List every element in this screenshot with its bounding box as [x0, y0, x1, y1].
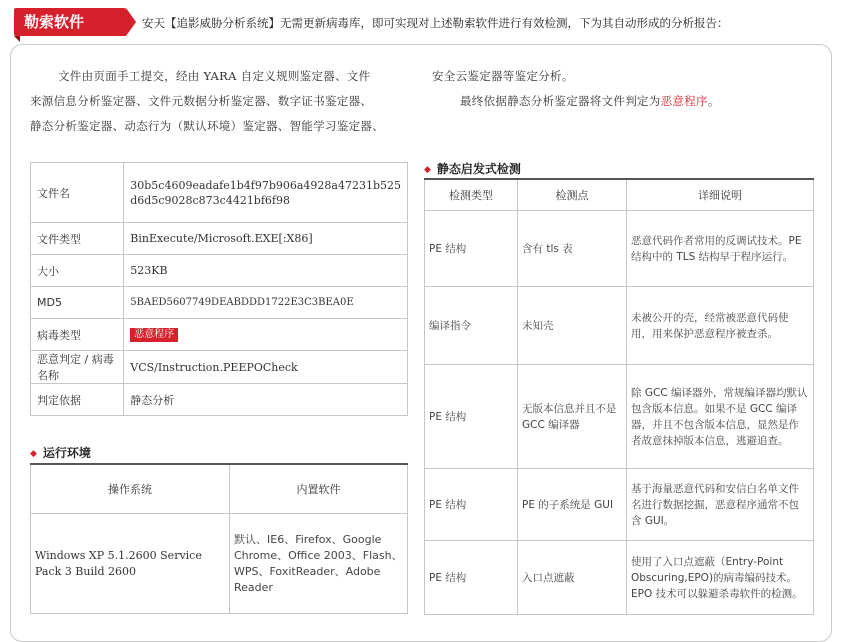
col-header-type: 检测类型 — [425, 179, 518, 211]
table-row — [31, 163, 408, 223]
col-header-os: 操作系统 — [31, 464, 230, 514]
table-row — [31, 319, 408, 351]
col-header-point: 检测点 — [518, 179, 627, 211]
os-value: Windows XP 5.1.2600 Service Pack 3 Build 2600 — [31, 514, 230, 614]
status-badge: 恶意程序 — [130, 328, 178, 342]
point-cell: 无版本信息并且不是 GCC 编译器 — [518, 365, 627, 469]
file-type-value: BinExecute/Microsoft.EXE[:X86] — [124, 223, 408, 255]
row-key: 判定依据 — [31, 384, 124, 416]
verdict-text: 恶意程序 — [660, 94, 708, 108]
detail-cell: 使用了入口点遮蔽（Entry-Point Obscuring,EPO)的病毒编码技术。EPO 技术可以躲避杀毒软件的检测。 — [627, 541, 814, 615]
heuristic-heading: ◆ 静态启发式检测 — [424, 162, 521, 176]
virus-type-cell — [124, 319, 408, 351]
runtime-heading: ◆ 运行环境 — [30, 446, 91, 460]
heuristic-table — [424, 178, 814, 615]
size-value: 523KB — [124, 255, 408, 287]
row-key: 文件名 — [31, 163, 124, 223]
table-row — [425, 287, 814, 365]
table-row — [31, 255, 408, 287]
table-row — [31, 287, 408, 319]
col-header-detail: 详细说明 — [627, 179, 814, 211]
intro-line-1-left: 文件由页面手工提交，经由 YARA 自定义规则鉴定器、文件 — [58, 69, 371, 83]
table-row — [31, 384, 408, 416]
table-row — [425, 469, 814, 541]
section-tag: 勒索软件 — [14, 8, 126, 36]
row-key: 病毒类型 — [31, 319, 124, 351]
table-header-row — [425, 179, 814, 211]
point-cell: 入口点遮蔽 — [518, 541, 627, 615]
basis-value: 静态分析 — [124, 384, 408, 416]
table-row — [31, 351, 408, 384]
type-cell: PE 结构 — [425, 211, 518, 287]
row-key: 大小 — [31, 255, 124, 287]
table-row — [425, 211, 814, 287]
software-value: 默认、IE6、Firefox、Google Chrome、Office 2003、Flash、WPS、FoxitReader、Adobe Reader — [230, 514, 408, 614]
col-header-software: 内置软件 — [230, 464, 408, 514]
headline: 安天【追影威胁分析系统】无需更新病毒库，即可实现对上述勒索软件进行有效检测，下为其自动形成的分析报告： — [142, 16, 729, 30]
type-cell: PE 结构 — [425, 469, 518, 541]
table-row — [31, 514, 408, 614]
virus-name-value: VCS/Instruction.PEEPOCheck — [124, 351, 408, 384]
row-key: MD5 — [31, 287, 124, 319]
point-cell: 未知壳 — [518, 287, 627, 365]
file-name-value: 30b5c4609eadafe1b4f97b906a4928a47231b525 d6d5c9028c873c4421bf6f98 — [124, 163, 408, 223]
row-key: 恶意判定 / 病毒名称 — [31, 351, 124, 384]
file-info-table — [30, 162, 408, 416]
type-cell: 编译指令 — [425, 287, 518, 365]
runtime-table — [30, 463, 408, 614]
intro-line-3-left: 静态分析鉴定器、动态行为（默认环境）鉴定器、智能学习鉴定器、 — [30, 119, 384, 133]
detail-cell: 基于海量恶意代码和安信白名单文件名进行数据挖掘，恶意程序通常不包含 GUI。 — [627, 469, 814, 541]
diamond-icon: ◆ — [424, 165, 431, 175]
type-cell: PE 结构 — [425, 365, 518, 469]
table-row — [425, 365, 814, 469]
table-row — [425, 541, 814, 615]
point-cell: 含有 tls 表 — [518, 211, 627, 287]
detail-cell: 恶意代码作者常用的反调试技术。PE 结构中的 TLS 结构早于程序运行。 — [627, 211, 814, 287]
md5-value: 5BAED5607749DEABDDD1722E3C3BEA0E — [124, 287, 408, 319]
intro-line-2-left: 来源信息分析鉴定器、文件元数据分析鉴定器、数字证书鉴定器、 — [30, 94, 373, 108]
row-key: 文件类型 — [31, 223, 124, 255]
table-row — [31, 223, 408, 255]
detail-cell: 除 GCC 编译器外，常规编译器均默认包含版本信息。如果不是 GCC 编译器，并且不包含版本信息，显然是作者故意抹掉版本信息，逃避追查。 — [627, 365, 814, 469]
type-cell: PE 结构 — [425, 541, 518, 615]
diamond-icon: ◆ — [30, 449, 37, 459]
detail-cell: 未被公开的壳，经常被恶意代码使用，用来保护恶意程序被查杀。 — [627, 287, 814, 365]
intro-line-2-right: 最终依据静态分析鉴定器将文件判定为恶意程序。 — [460, 94, 720, 108]
table-header-row — [31, 464, 408, 514]
intro-line-1-right: 安全云鉴定器等鉴定分析。 — [432, 69, 574, 83]
point-cell: PE 的子系统是 GUI — [518, 469, 627, 541]
